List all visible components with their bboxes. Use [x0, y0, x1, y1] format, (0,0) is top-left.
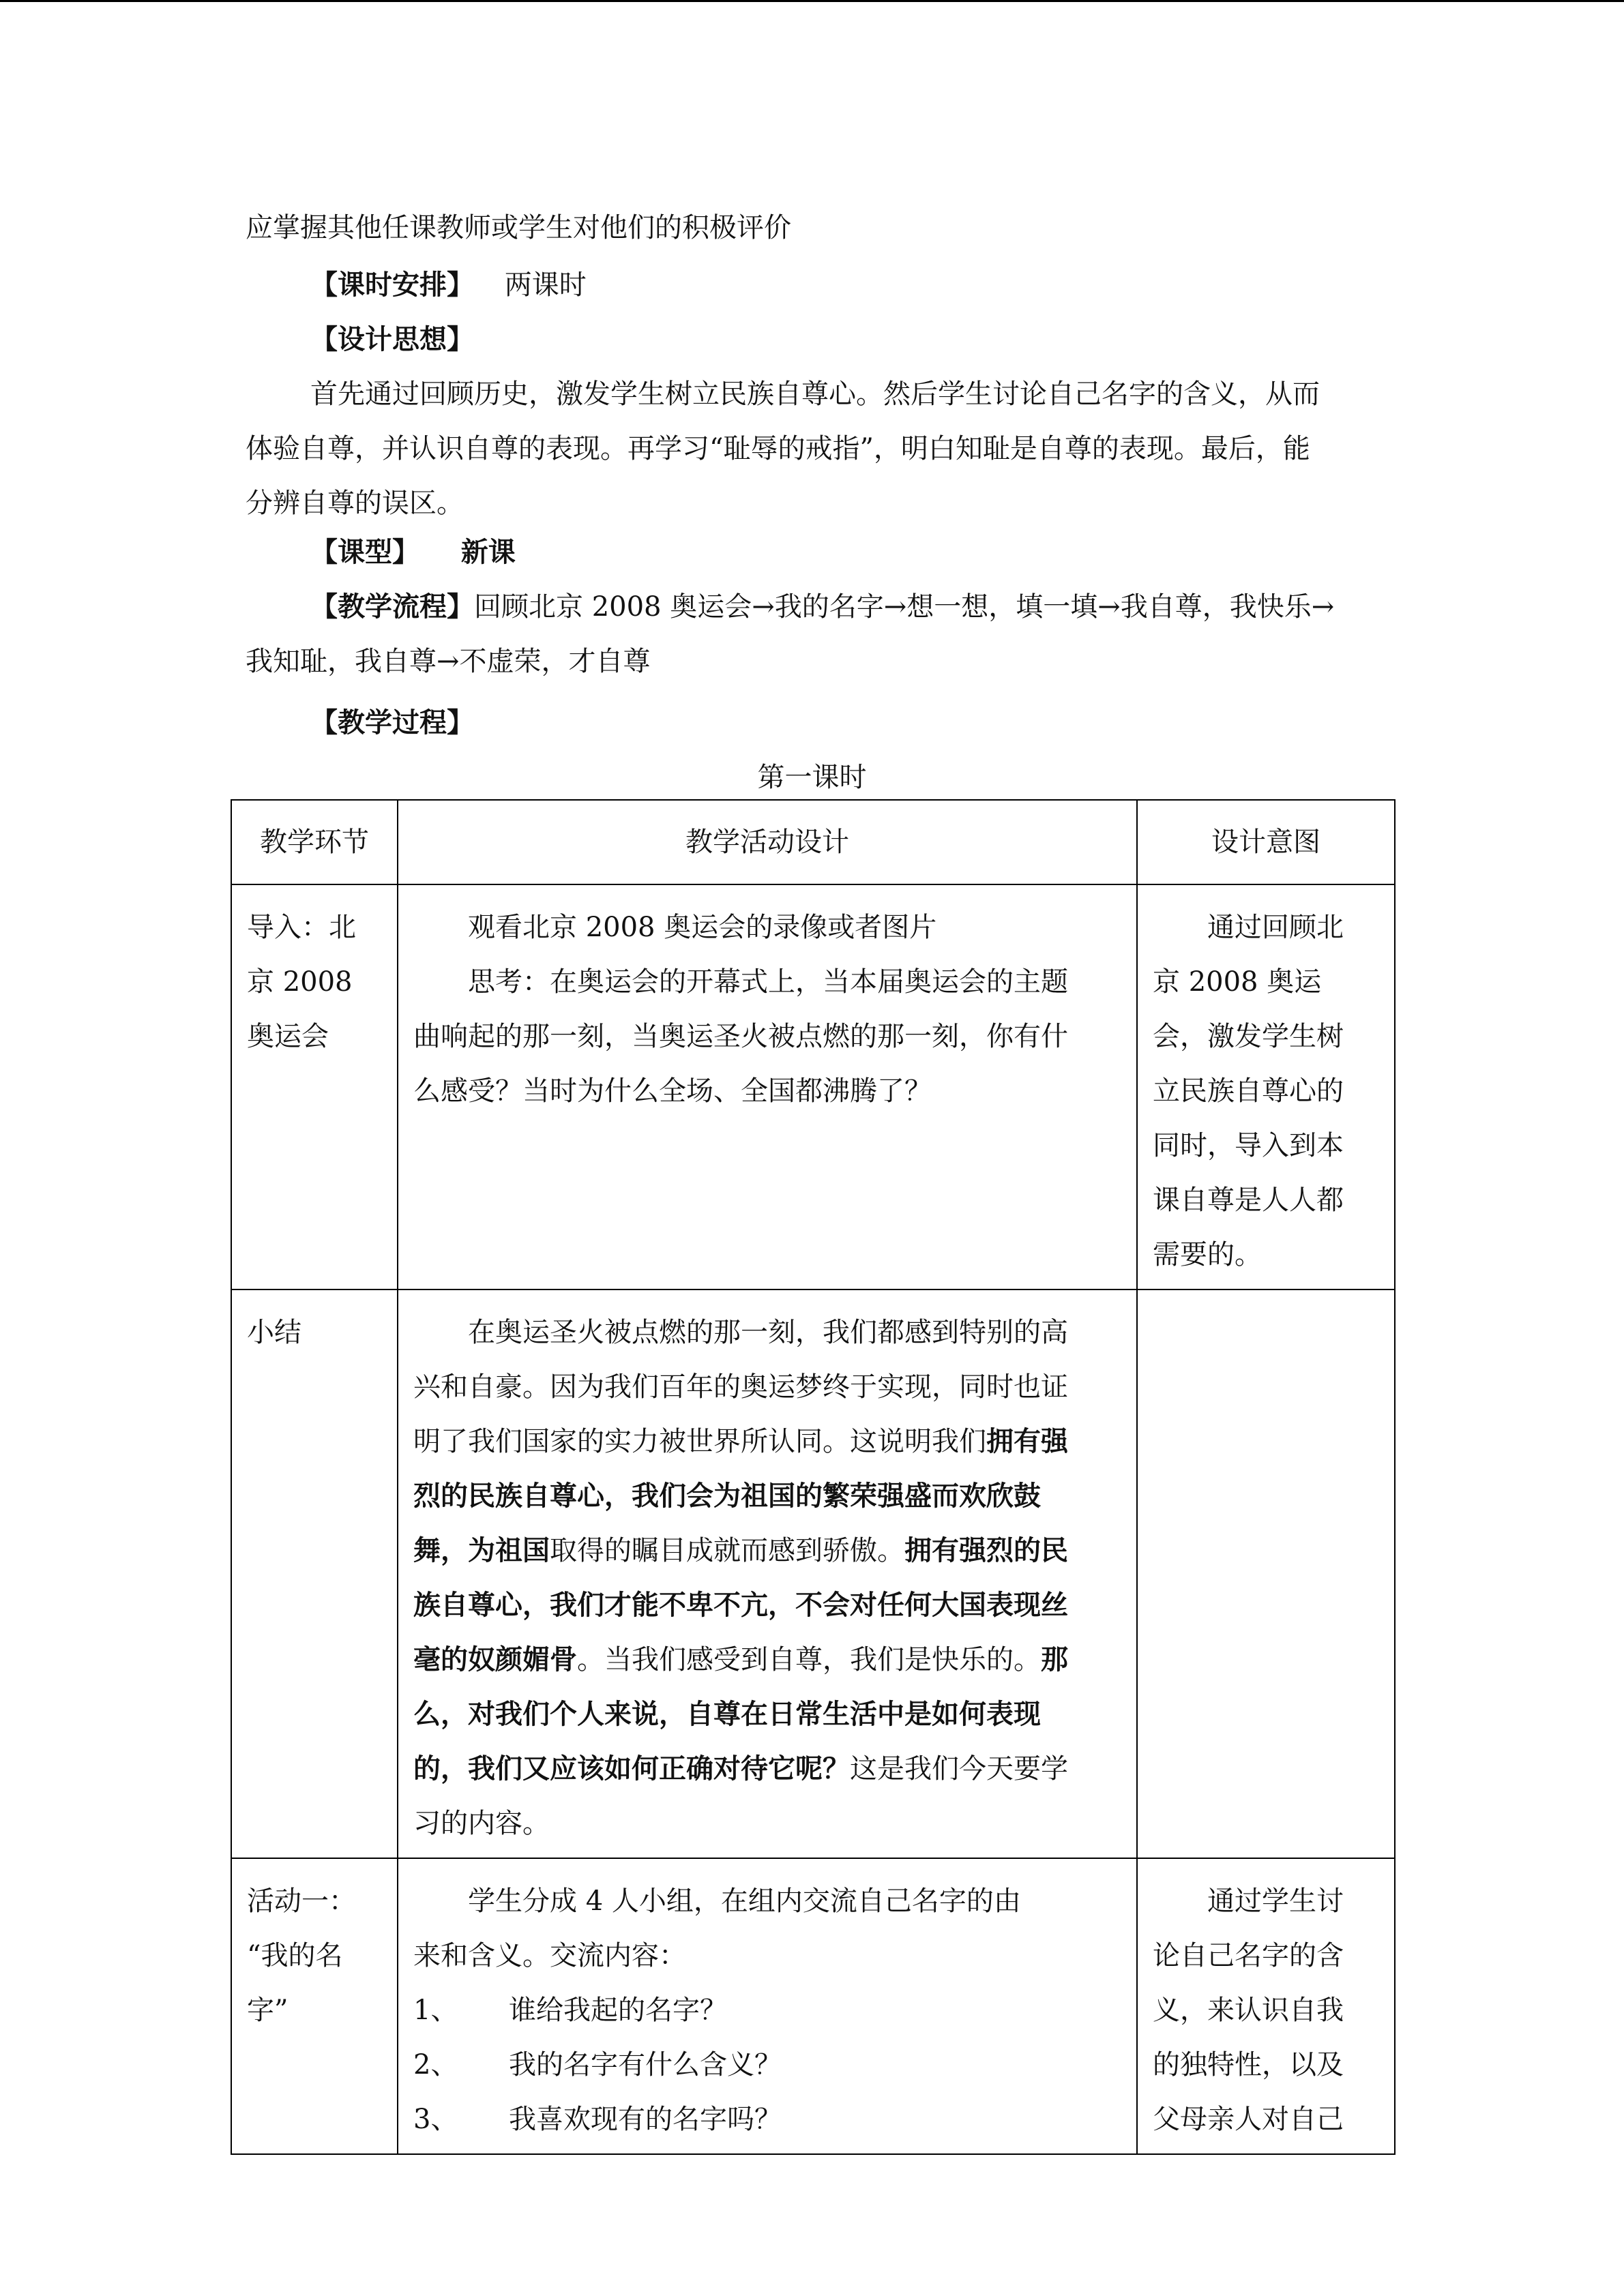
schedule-value: 两课时: [504, 269, 587, 301]
text-line: 应掌握其他任课教师或学生对他们的积极评价: [246, 212, 791, 243]
activity-cell: 学生分成 4 人小组，在组内交流自己名字的由 来和含义。交流内容： 1、 谁给我起的名字？ 2、 我的名字有什么含义？ 3、 我喜欢现有的名字吗？: [398, 1858, 1137, 2154]
flow-text-1: 回顾北京 2008 奥运会→我的名字→想一想，填一填→我自尊，我快乐→: [474, 591, 1335, 623]
flow-text-2: 我知耻，我自尊→不虚荣，才自尊: [246, 646, 651, 677]
design-idea-label: 【设计思想】: [310, 324, 474, 355]
schedule-label: 【课时安排】: [310, 269, 474, 301]
intent-cell: 通过回顾北 京 2008 奥运 会，激发学生树 立民族自尊心的 同时，导入到本 课自尊是人人都 需要的。: [1137, 884, 1395, 1289]
table-row: [231, 1289, 1395, 1858]
stage-cell: 小结: [231, 1289, 398, 1858]
intent-cell: 通过学生讨 论自己名字的含 义，来认识自我 的独特性，以及 父母亲人对自己: [1137, 1858, 1395, 2154]
lesson-type-value: 新课: [460, 537, 516, 568]
process-label: 【教学过程】: [310, 707, 474, 739]
list-item: 2、 我的名字有什么含义？: [413, 2049, 782, 2081]
table-row: [231, 1858, 1395, 2154]
flow-label: 【教学流程】: [310, 591, 474, 623]
table-row: [231, 884, 1395, 1289]
lesson-type-label: 【课型】: [310, 537, 419, 568]
list-item: 3、 我喜欢现有的名字吗？: [413, 2104, 782, 2135]
header-stage: 教学环节: [231, 800, 398, 884]
list-item: 1、 谁给我起的名字？: [413, 1995, 727, 2026]
activity-cell: 观看北京 2008 奥运会的录像或者图片 思考：在奥运会的开幕式上，当本届奥运会的主题 曲响起的那一刻，当奥运圣火被点燃的那一刻，你有什 么感受？当时为什么全场、全国都沸腾了？: [398, 884, 1137, 1289]
header-activity: 教学活动设计: [398, 800, 1137, 884]
design-idea-text-3: 分辨自尊的误区。: [246, 488, 464, 519]
page-top-border: [0, 0, 1624, 2]
flow-line-1: [310, 588, 1334, 626]
intent-cell: [1137, 1289, 1395, 1858]
design-idea-text-2: 体验自尊，并认识自尊的表现。再学习“耻辱的戒指”，明白知耻是自尊的表现。最后，能: [246, 433, 1310, 464]
stage-cell: 导入：北 京 2008 奥运会: [231, 884, 398, 1289]
design-idea-text-1: 首先通过回顾历史，激发学生树立民族自尊心。然后学生讨论自己名字的含义，从而: [310, 378, 1320, 410]
activity-cell: 在奥运圣火被点燃的那一刻，我们都感到特别的高 兴和自豪。因为我们百年的奥运梦终于实现，同时也证 明了我们国家的实力被世界所认同。这说明我们拥有强 烈的民族自尊心，我们会为祖国的繁荣强盛而欢欣鼓 舞，为祖国取得的瞩目成就而感到骄傲。拥有强烈的民 族自尊心，我们才能不卑不亢，不会对任何大国表现丝 毫的奴颜媚骨。当我们感受到自尊，我们是快乐的。那 么，对我们个人来说，自尊在日常生活中是如何表现 的，我们又应该如何正确对待它呢？这是我们今天要学 习的内容。: [398, 1289, 1137, 1858]
schedule-line: [310, 266, 587, 304]
table-caption: 第一课时: [757, 762, 867, 793]
lesson-table: [231, 799, 1396, 2155]
stage-cell: 活动一： “我的名 字”: [231, 1858, 398, 2154]
lesson-type-line: [310, 533, 516, 571]
table-header-row: [231, 800, 1395, 884]
header-intent: 设计意图: [1137, 800, 1395, 884]
